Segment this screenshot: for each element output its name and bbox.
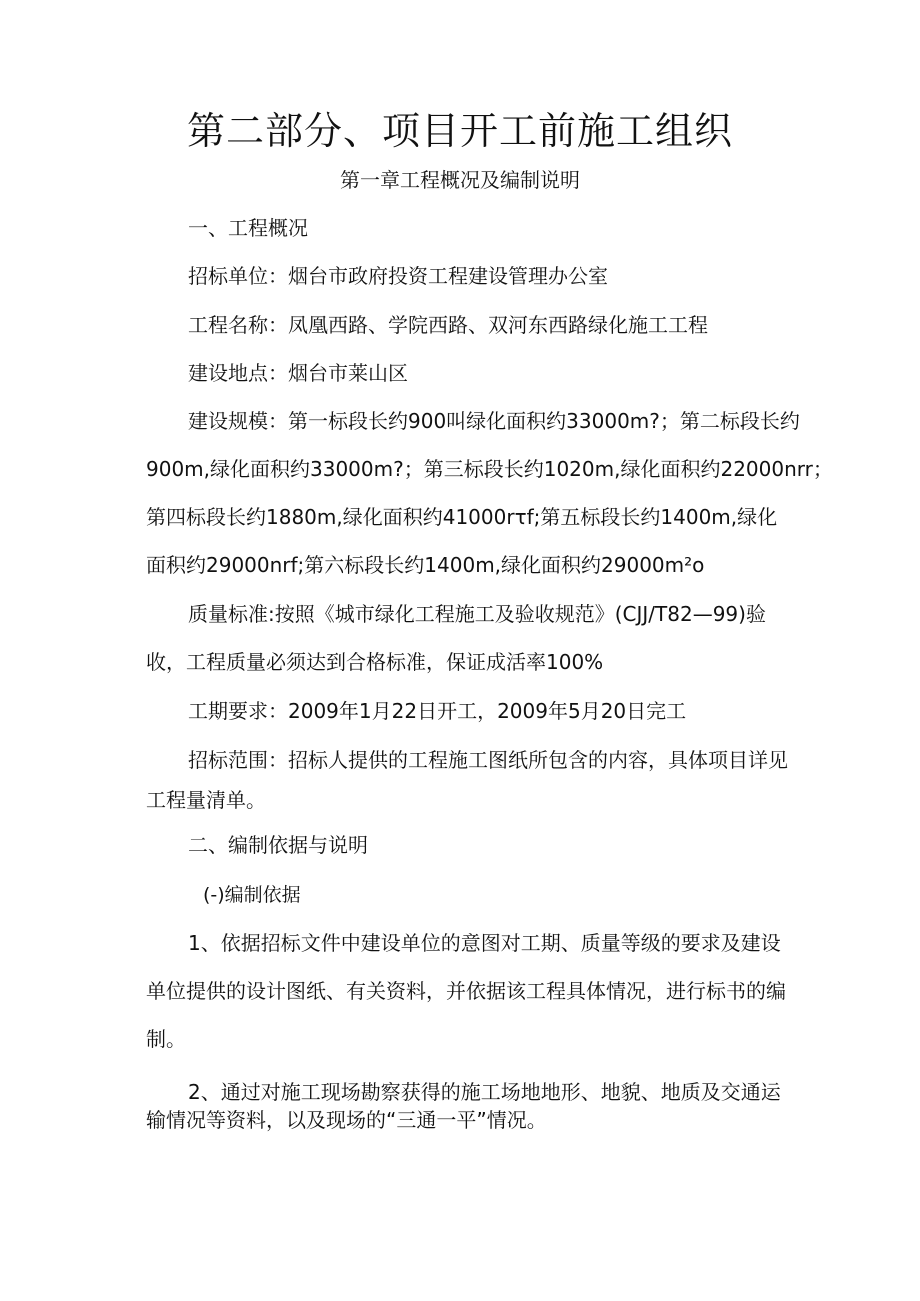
page-title: 第二部分、项目开工前施工组织 — [186, 109, 733, 153]
basis-1-line-1: 1、依据招标文件中建设单位的意图对工期、质量等级的要求及建设 — [188, 931, 781, 955]
bid-unit-line: 招标单位：烟台市政府投资工程建设管理办公室 — [188, 264, 608, 288]
schedule-line: 工期要求：2009年1月22日开工，2009年5月20日完工 — [188, 699, 687, 723]
basis-1-line-2: 单位提供的设计图纸、有关资料，并依据该工程具体情况，进行标书的编 — [146, 979, 786, 1003]
location-line: 建设地点：烟台市莱山区 — [188, 361, 408, 385]
scale-line-4: 面积约29000nrf;第六标段长约1400m,绿化面积约29000m²o — [146, 553, 705, 577]
chapter-heading: 第一章工程概况及编制说明 — [340, 168, 580, 192]
section-heading-overview: 一、工程概况 — [188, 216, 308, 240]
project-name-line: 工程名称：凤凰西路、学院西路、双河东西路绿化施工工程 — [188, 313, 708, 337]
scale-line-2: 900m,绿化面积约33000m?；第三标段长约1020m,绿化面积约22000nrr； — [146, 457, 833, 481]
basis-2-line-1: 2、通过对施工现场勘察获得的施工场地地形、地貌、地质及交通运 — [188, 1080, 781, 1104]
scope-line-1: 招标范围：招标人提供的工程施工图纸所包含的内容，具体项目详见 — [188, 748, 788, 772]
scale-line-3: 第四标段长约1880m,绿化面积约41000rτf;第五标段长约1400m,绿化 — [146, 505, 778, 529]
quality-line-2: 收，工程质量必须达到合格标准，保证成活率100% — [146, 650, 604, 674]
subsection-heading-basis: (-)编制依据 — [203, 884, 301, 906]
basis-1-line-3: 制。 — [146, 1027, 186, 1051]
basis-2-line-2: 输情况等资料，以及现场的“三通一平”情况。 — [146, 1108, 547, 1132]
scope-line-2: 工程量清单。 — [146, 788, 266, 812]
scale-line-1: 建设规模：第一标段长约900叫绿化面积约33000m?；第二标段长约 — [188, 409, 800, 433]
section-heading-basis: 二、编制依据与说明 — [188, 833, 368, 857]
quality-line-1: 质量标准:按照《城市绿化工程施工及验收规范》(CJJ/T82—99)验 — [188, 602, 766, 626]
